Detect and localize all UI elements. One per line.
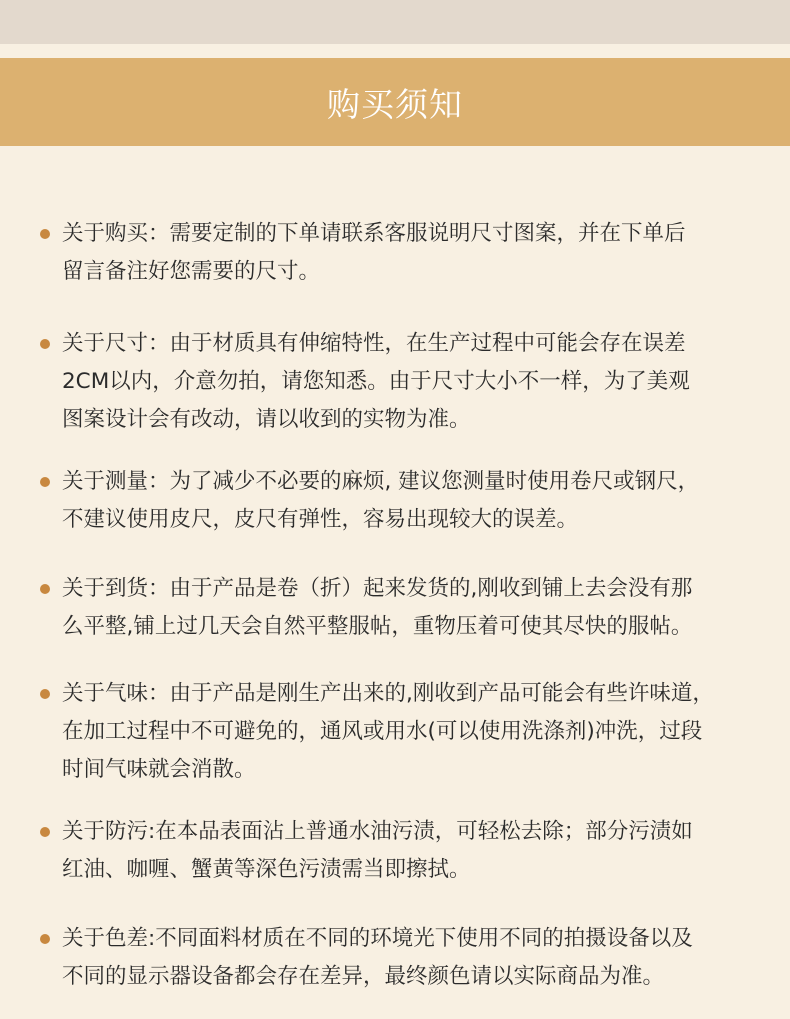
bullet-dot-icon: [40, 689, 50, 699]
notice-text-line: 图案设计会有改动，请以收到的实物为准。: [62, 407, 471, 432]
notice-text-line: 不建议使用皮尺，皮尺有弹性，容易出现较大的误差。: [62, 507, 579, 532]
bullet-dot-icon: [40, 934, 50, 944]
notice-text-line: 关于到货：由于产品是卷（折）起来发货的,刚收到铺上去会没有那: [62, 576, 693, 601]
bullet-dot-icon: [40, 339, 50, 349]
notice-text-line: 关于购买：需要定制的下单请联系客服说明尺寸图案，并在下单后: [62, 221, 686, 246]
notice-text-line: 留言备注好您需要的尺寸。: [62, 259, 321, 284]
notice-text-line: 关于尺寸：由于材质具有伸缩特性，在生产过程中可能会存在误差: [62, 331, 686, 356]
notice-text-line: 时间气味就会消散。: [62, 757, 256, 782]
bullet-dot-icon: [40, 477, 50, 487]
notice-text-line: 关于测量：为了减少不必要的麻烦, 建议您测量时使用卷尺或钢尺，: [62, 469, 700, 494]
notice-text-line: 2CM以内，介意勿拍，请您知悉。由于尺寸大小不一样，为了美观: [62, 369, 690, 394]
notice-text-line: 在加工过程中不可避免的，通风或用水(可以使用洗涤剂)冲洗，过段: [62, 719, 703, 744]
top-spacer: [0, 44, 790, 58]
title-banner: [0, 58, 790, 146]
notice-text-line: 不同的显示器设备都会存在差异，最终颜色请以实际商品为准。: [62, 964, 665, 989]
top-decor-band: [0, 0, 790, 44]
notice-text-line: 关于色差:不同面料材质在不同的环境光下使用不同的拍摄设备以及: [62, 926, 693, 951]
bullet-dot-icon: [40, 229, 50, 239]
page-title: 购买须知: [327, 84, 463, 124]
notice-text-line: 么平整,铺上过几天会自然平整服帖，重物压着可使其尽快的服帖。: [62, 614, 693, 639]
notice-text-line: 红油、咖喱、蟹黄等深色污渍需当即擦拭。: [62, 857, 471, 882]
bullet-dot-icon: [40, 827, 50, 837]
notice-text-line: 关于气味：由于产品是刚生产出来的,刚收到产品可能会有些许味道，: [62, 681, 714, 706]
notice-text-line: 关于防污:在本品表面沾上普通水油污渍，可轻松去除；部分污渍如: [62, 819, 693, 844]
bullet-dot-icon: [40, 584, 50, 594]
